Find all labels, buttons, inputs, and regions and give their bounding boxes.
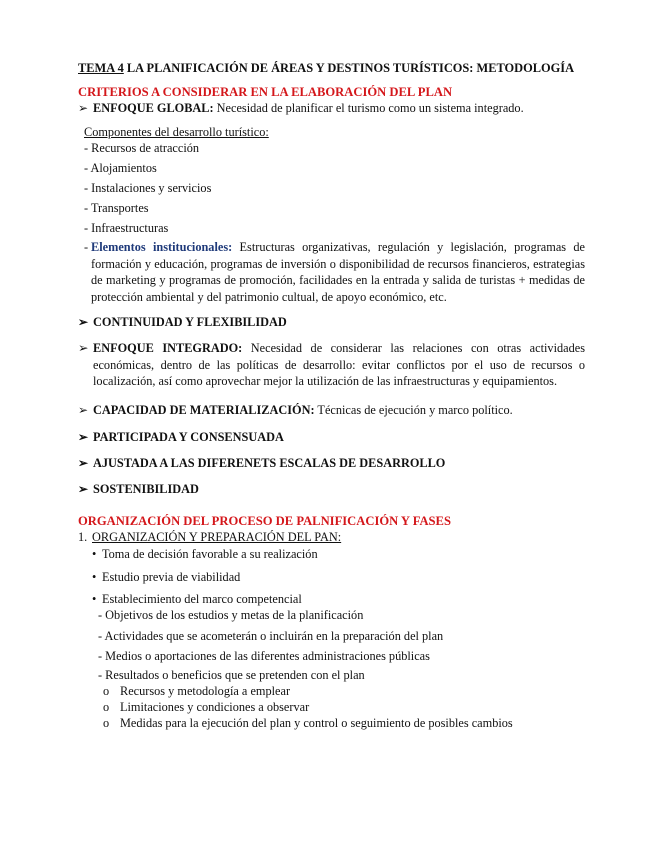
- fase-1-heading: [78, 529, 341, 546]
- bullet-text: Establecimiento del marco competencial: [102, 592, 302, 606]
- sub-item: - Medios o aportaciones de las diferentes administraciones públicas: [98, 649, 430, 663]
- arrow-bullet-icon: ➢: [78, 341, 89, 355]
- circle-item-text: Medidas para la ejecución del plan y control o seguimiento de posibles cambios: [120, 716, 513, 730]
- circle-bullet-icon: o: [103, 684, 110, 698]
- institucionales-paragraph: [91, 239, 585, 305]
- institucionales-text: Estructuras organizativas, regulación y legislación, programas de formación y educación, programas de inversión o disponibilidad de recursos financieros, estrategias de marketing y programas de promoción, facilidades en la entrada y salida de turistas + medidas de protección ambiental y del patrimonio cultual, de apoyo económico, etc.: [91, 240, 585, 304]
- componente-item: - Recursos de atracción: [84, 141, 200, 155]
- title-text: LA PLANIFICACIÓN DE ÁREAS Y DESTINOS TURÍSTICOS: METODOLOGÍA: [123, 61, 575, 75]
- bullet-text: Estudio previa de viabilidad: [102, 570, 241, 584]
- enfoque-global-label: ENFOQUE GLOBAL:: [93, 101, 214, 115]
- arrow-bullet-icon: ➢: [78, 482, 89, 496]
- arrow-bullet-icon: ➢: [78, 430, 89, 444]
- enfoque-global-text: Necesidad de planificar el turismo como un sistema integrado.: [213, 101, 524, 115]
- fase-1-number: 1.: [78, 530, 88, 544]
- arrow-bullet-icon: ➢: [78, 456, 89, 470]
- circle-bullet-icon: o: [103, 716, 110, 730]
- circle-item-text: Recursos y metodología a emplear: [120, 684, 291, 698]
- capacidad-text: Técnicas de ejecución y marco político.: [314, 403, 513, 417]
- fase-bullet-item: [92, 591, 302, 608]
- arrow-bullet-icon: ➢: [78, 403, 89, 417]
- fase-bullet-item: [92, 546, 318, 563]
- circle-item: [103, 699, 309, 716]
- sub-item: - Actividades que se acometerán o incluirán en la preparación del plan: [98, 629, 444, 643]
- title-label: TEMA 4: [78, 61, 124, 75]
- enfoque-integrado-label: ENFOQUE INTEGRADO:: [93, 341, 243, 355]
- componentes-heading: Componentes del desarrollo turístico:: [84, 125, 269, 139]
- bullet-icon: •: [92, 592, 97, 606]
- enfoque-integrado-text: Necesidad de considerar las relaciones con otras actividades económicas, dentro de las políticas de desarrollo: evitar conflictos por el uso de recursos o localización, así como aprovechar mejor la utilización de las infraestructuras y equipamientos.: [93, 341, 585, 389]
- arrow-bullet-icon: ➢: [78, 315, 89, 329]
- bullet-icon: •: [92, 570, 97, 584]
- ajustada-label: AJUSTADA A LAS DIFERENETS ESCALAS DE DESARROLLO: [93, 456, 446, 470]
- componente-item: - Infraestructuras: [84, 221, 169, 235]
- circle-item: [103, 715, 513, 732]
- circle-item: [103, 683, 290, 700]
- componente-item: - Alojamientos: [84, 161, 157, 175]
- circle-item-text: Limitaciones y condiciones a observar: [120, 700, 310, 714]
- ajustada-item: [78, 455, 445, 472]
- bullet-text: Toma de decisión favorable a su realización: [102, 547, 318, 561]
- fase-1-label: ORGANIZACIÓN Y PREPARACIÓN DEL PAN:: [92, 530, 342, 544]
- participada-item: [78, 429, 284, 446]
- bullet-icon: •: [92, 547, 97, 561]
- criterios-heading: CRITERIOS A CONSIDERAR EN LA ELABORACIÓN DEL PLAN: [78, 85, 453, 99]
- capacidad-item: [78, 402, 513, 419]
- document-title: [78, 60, 574, 77]
- fase-bullet-item: [92, 569, 240, 586]
- arrow-bullet-icon: ➢: [78, 101, 89, 115]
- circle-bullet-icon: o: [103, 700, 110, 714]
- continuidad-item: [78, 314, 287, 331]
- enfoque-integrado-paragraph: [93, 340, 585, 390]
- sostenibilidad-item: [78, 481, 199, 498]
- sub-item: - Resultados o beneficios que se pretenden con el plan: [98, 668, 365, 682]
- sub-item: - Objetivos de los estudios y metas de la planificación: [98, 608, 364, 622]
- organizacion-heading: ORGANIZACIÓN DEL PROCESO DE PALNIFICACIÓN Y FASES: [78, 514, 451, 528]
- componente-item: - Instalaciones y servicios: [84, 181, 212, 195]
- institucionales-prefix: -: [84, 240, 89, 254]
- institucionales-label: Elementos institucionales:: [91, 240, 233, 254]
- continuidad-label: CONTINUIDAD Y FLEXIBILIDAD: [93, 315, 287, 329]
- enfoque-global-item: [78, 100, 524, 117]
- componente-item: - Transportes: [84, 201, 149, 215]
- sostenibilidad-label: SOSTENIBILIDAD: [93, 482, 199, 496]
- capacidad-label: CAPACIDAD DE MATERIALIZACIÓN:: [93, 403, 315, 417]
- participada-label: PARTICIPADA Y CONSENSUADA: [93, 430, 284, 444]
